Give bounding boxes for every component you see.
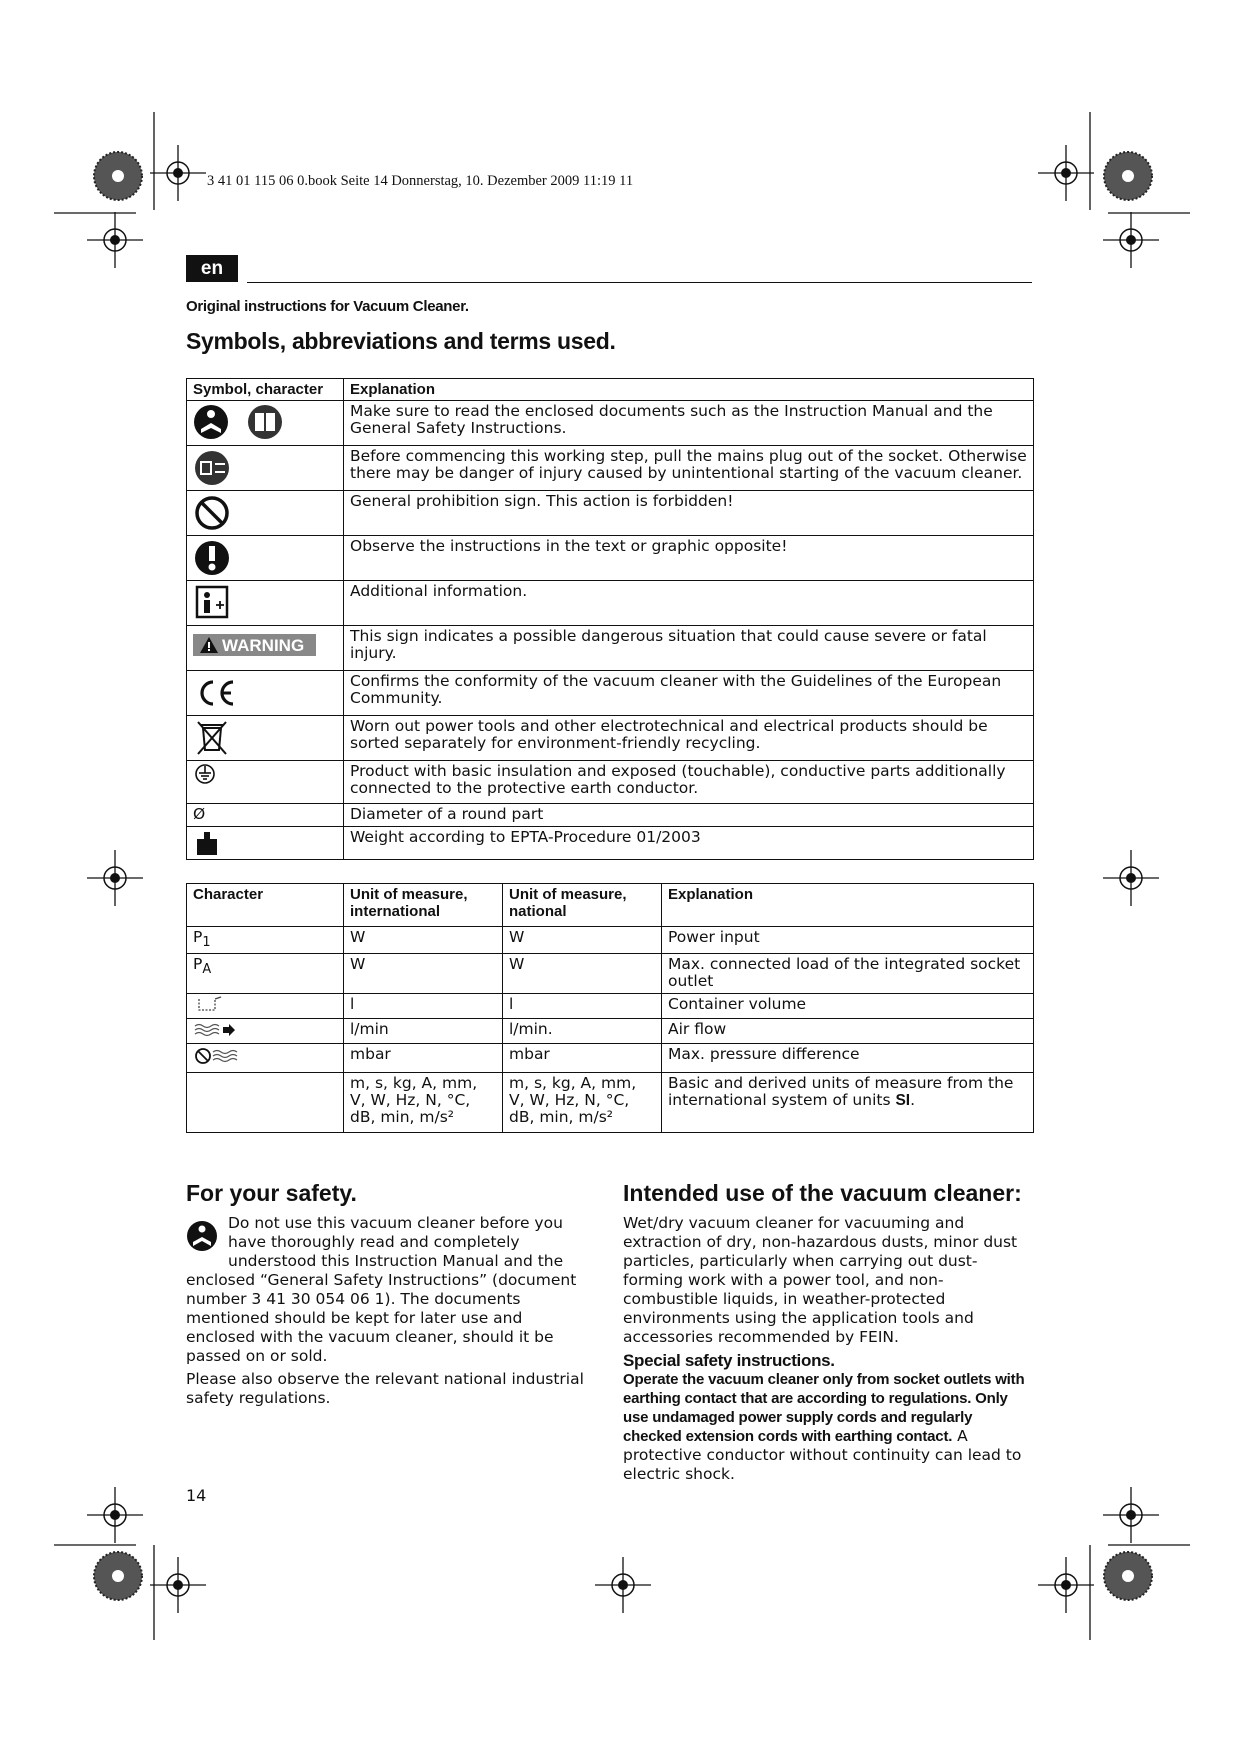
table-row [187,927,1034,954]
symbol-cell [187,446,344,491]
explanation-cell: Max. pressure difference [662,1044,1034,1073]
special-safety-title: Special safety instructions. [623,1351,835,1370]
explanation-cell: This sign indicates a possible dangerous situation that could cause severe or fatal injury. [344,626,1034,671]
symbol-cell [187,536,344,581]
symbol-cell [187,761,344,804]
unit-intl-cell: W [344,954,503,994]
warning-triangle-icon [199,636,219,654]
info-icon [193,583,233,621]
explanation-cell: Observe the instructions in the text or graphic opposite! [344,536,1034,581]
language-tag: en [186,255,238,282]
pressure-icon [193,1046,243,1066]
earth-icon [193,763,223,785]
weee-bin-icon [193,718,233,756]
table-row [187,446,1034,491]
read-manual-icon [186,1220,218,1252]
intended-use-paragraph: Wet/dry vacuum cleaner for vacuuming and extraction of dry, non-hazardous dusts, minor dust particles, particularly when carrying out dust-forming work with a power tool, and non-combustible liquids, in weather-protected environments using the application tools and accessories recommended by FEIN. [623,1214,1018,1346]
book-file-line: 3 41 01 115 06 0.book Seite 14 Donnerstag, 10. Dezember 2009 11:19 11 [207,173,634,189]
header-symbol: Symbol, character [187,379,344,401]
intended-use-section [623,1214,1033,1488]
safety-title: For your safety. [186,1180,357,1206]
explanation-cell: Worn out power tools and other electrotechnical and electrical products should be sorted separately for environment-friendly recycling. [344,716,1034,761]
header-explanation: Explanation [344,379,1034,401]
warning-label: WARNING [193,634,316,656]
unit-natl-cell: mbar [503,1044,662,1073]
unit-natl-cell: l [503,994,662,1019]
character-cell: $P_1$ [187,927,344,954]
page-number: 14 [186,1486,207,1505]
airflow-icon [193,1021,237,1037]
explanation-cell: Container volume [662,994,1034,1019]
symbol-cell [187,626,344,671]
table-row [187,536,1034,581]
table-row [187,671,1034,716]
safety-paragraph-2: Please also observe the relevant national industrial safety regulations. [186,1370,584,1407]
table-row [187,716,1034,761]
character-cell [187,994,344,1019]
units-table [186,883,1034,1133]
weight-icon [193,829,223,857]
read-manual-icon [193,403,283,441]
table-row [187,1073,1034,1133]
unit-intl-cell: W [344,927,503,954]
table-row [187,626,1034,671]
table-header-row [187,379,1034,401]
symbol-cell [187,581,344,626]
symbol-cell [187,491,344,536]
unit-natl-cell: l/min. [503,1019,662,1044]
header-unit-international: Unit of measure, international [344,884,503,927]
explanation-cell: Additional information. [344,581,1034,626]
safety-section [186,1214,596,1412]
explanation-cell: Product with basic insulation and exposed (touchable), conductive parts additionally connected to the protective earth conductor. [344,761,1034,804]
explanation-cell: Max. connected load of the integrated socket outlet [662,954,1034,994]
header-rule [247,282,1032,283]
table-row [187,1044,1034,1073]
explanation-cell: Make sure to read the enclosed documents such as the Instruction Manual and the General Safety Instructions. [344,401,1034,446]
table-row [187,761,1034,804]
prohibition-icon [193,493,233,531]
safety-paragraph-1: Do not use this vacuum cleaner before you have thoroughly read and completely understood this Instruction Manual and the enclosed “General Safety Instructions” (document number 3 41 30 054 06 1). The documents mentioned should be kept for later use and enclosed with the vacuum cleaner, should it be passed on or sold. [186,1214,577,1365]
explanation-cell: General prohibition sign. This action is forbidden! [344,491,1034,536]
character-cell [187,1019,344,1044]
intended-use-title: Intended use of the vacuum cleaner: [623,1180,1022,1206]
symbol-cell [187,671,344,716]
character-cell [187,1073,344,1133]
explanation-cell: Diameter of a round part [344,804,1034,827]
special-safety-paragraph: Operate the vacuum cleaner only from socket outlets with earthing contact that are according to regulations. Only use undamaged power supply cords and regularly checked extension cords with earthing contact. A protective conductor without continuity can lead to electric shock. [623,1371,1025,1483]
document-subtitle: Original instructions for Vacuum Cleaner. [186,298,469,315]
symbol-cell [187,827,344,860]
container-icon [193,996,223,1012]
unit-intl-cell: l/min [344,1019,503,1044]
symbols-table [186,378,1034,860]
table-row [187,804,1034,827]
ce-mark-icon [193,673,237,711]
explanation-cell: Air flow [662,1019,1034,1044]
header-explanation: Explanation [662,884,1034,927]
header-unit-national: Unit of measure, national [503,884,662,927]
page-title: Symbols, abbreviations and terms used. [186,328,616,354]
mandatory-icon [193,538,233,576]
table-header-row [187,884,1034,927]
character-cell: $P_A$ [187,954,344,994]
unit-intl-cell: m, s, kg, A, mm, V, W, Hz, N, °C, dB, min, m/s² [344,1073,503,1133]
explanation-cell: Confirms the conformity of the vacuum cleaner with the Guidelines of the European Community. [344,671,1034,716]
unit-natl-cell: W [503,927,662,954]
explanation-cell: Weight according to EPTA-Procedure 01/2003 [344,827,1034,860]
table-row [187,401,1034,446]
table-row [187,581,1034,626]
table-row [187,827,1034,860]
unit-intl-cell: l [344,994,503,1019]
table-row [187,994,1034,1019]
symbol-cell [187,401,344,446]
unplug-icon [193,448,233,486]
table-row [187,491,1034,536]
unit-natl-cell: W [503,954,662,994]
symbol-cell: Ø [187,804,344,827]
unit-intl-cell: mbar [344,1044,503,1073]
table-row [187,954,1034,994]
header-character: Character [187,884,344,927]
table-row [187,1019,1034,1044]
unit-natl-cell: m, s, kg, A, mm, V, W, Hz, N, °C, dB, min, m/s² [503,1073,662,1133]
explanation-cell: Power input [662,927,1034,954]
explanation-cell: Basic and derived units of measure from the international system of units SI. [662,1073,1034,1133]
explanation-cell: Before commencing this working step, pull the mains plug out of the socket. Otherwise there may be danger of injury caused by unintentional starting of the vacuum cleaner. [344,446,1034,491]
character-cell [187,1044,344,1073]
symbol-cell [187,716,344,761]
